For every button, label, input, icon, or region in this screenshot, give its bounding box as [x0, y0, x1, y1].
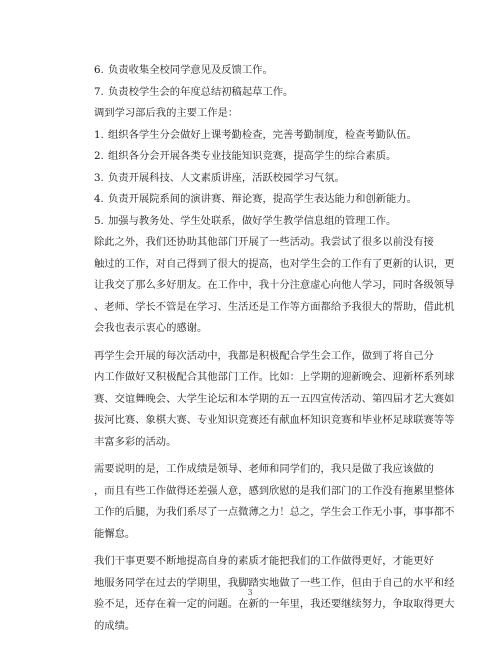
list-item-number: 7. [94, 85, 104, 98]
list-item [94, 211, 412, 233]
paragraph [94, 459, 455, 545]
section-heading: 调到学习部后我的主要工作是： [94, 107, 239, 119]
paragraph-line: 的成绩。 [94, 619, 136, 632]
list-item [94, 82, 412, 104]
document-body [94, 60, 455, 637]
paragraph-line: 内工作做好又积极配合其他部门工作。比如：上学期的迎新晚会、迎新杯系列球 [94, 371, 455, 383]
paragraph-line: 赛、交谊舞晚会、大学生论坛和本学期的五一五四宣传活动、第四届才艺大赛如 [94, 392, 455, 405]
list-item-text: 负责校学生会的年度总结初稿起草工作。 [108, 85, 294, 98]
list-item [94, 60, 412, 82]
list-item [94, 146, 412, 168]
paragraph-line: 触过的工作，对自己得到了很大的提高，也对学生会的工作有了更新的认识，更 [94, 257, 455, 270]
paragraph-line: 地服务同学在过去的学期里，我脚踏实地做了一些工作，但由于自己的水平和经 [94, 576, 455, 589]
list-item-number: 4. [94, 193, 104, 205]
paragraph-line: 拔河比赛、象棋大赛、专业知识竞赛还有献血杯知识竞赛和毕业杯足球联赛等等 [94, 414, 455, 426]
paragraph-line: 工作的后腿，为我们系尽了一点微薄之力！总之，学生会工作无小事，事事都不 [94, 506, 455, 518]
paragraph-line: 验不足，还存在着一定的问题。在新的一年里，我还要继续努力，争取取得更大 [94, 598, 455, 610]
list-item-text: 负责收集全校同学意见及反馈工作。 [108, 64, 273, 76]
paragraph-line: 让我交了那么多好朋友。在工作中，我十分注意虚心向他人学习，同时各级领导 [94, 279, 455, 291]
paragraph-line: 能懈怠。 [94, 527, 136, 540]
paragraph-line: 除此之外，我们还协助其他部门开展了一些活动。我尝试了很多以前没有接 [94, 236, 434, 248]
paragraph-line: ，而且有些工作做得还差强人意，感到欣慰的是我们部门的工作没有拖累里整体 [94, 484, 455, 497]
list-item [94, 189, 417, 211]
page-number: 3 [247, 588, 253, 597]
paragraph-line: 会我也表示衷心的感谢。 [94, 322, 208, 334]
list-item-number: 2. [94, 150, 104, 162]
list-item-text: 加强与教务处、学生处联系，做好学生教学信息组的管理工作。 [108, 214, 397, 227]
paragraph-line: 需要说明的是，工作成绩是领导、老师和同学们的，我只是做了我应该做的 [94, 463, 434, 475]
paragraph-line: 再学生会开展的每次活动中，我都是积极配合学生会工作，做到了将自己分 [94, 349, 434, 362]
list-item-number: 3. [94, 171, 104, 184]
list-item-number: 6. [94, 64, 104, 76]
paragraph-line: 丰富多彩的活动。 [94, 435, 177, 448]
list-item-text: 负责开展院系间的演讲赛、辩论赛，提高学生表达能力和创新能力。 [108, 193, 417, 205]
list-item-text: 负责开展科技、人文素质讲座，活跃校园学习气氛。 [108, 171, 345, 184]
list-item-text: 组织各学生分会做好上课考勤检查，完善考勤制度，检查考勤队伍。 [108, 128, 417, 141]
list-item [94, 125, 417, 147]
list-item-number: 1. [94, 128, 104, 141]
list-item-number: 5. [94, 214, 104, 227]
paragraph-line: 、老师、学长不管是在学习、生活还是工作等方面都给予我很大的帮助，借此机 [94, 300, 455, 313]
list-item [94, 168, 412, 190]
paragraph-line: 我们干事更要不断地提高自身的素质才能把我们的工作做得更好，才能更好 [94, 555, 434, 567]
paragraph [94, 232, 455, 340]
list-item-text: 组织各分会开展各类专业技能知识竞赛，提高学生的综合素质。 [108, 150, 397, 162]
paragraph [94, 346, 455, 454]
